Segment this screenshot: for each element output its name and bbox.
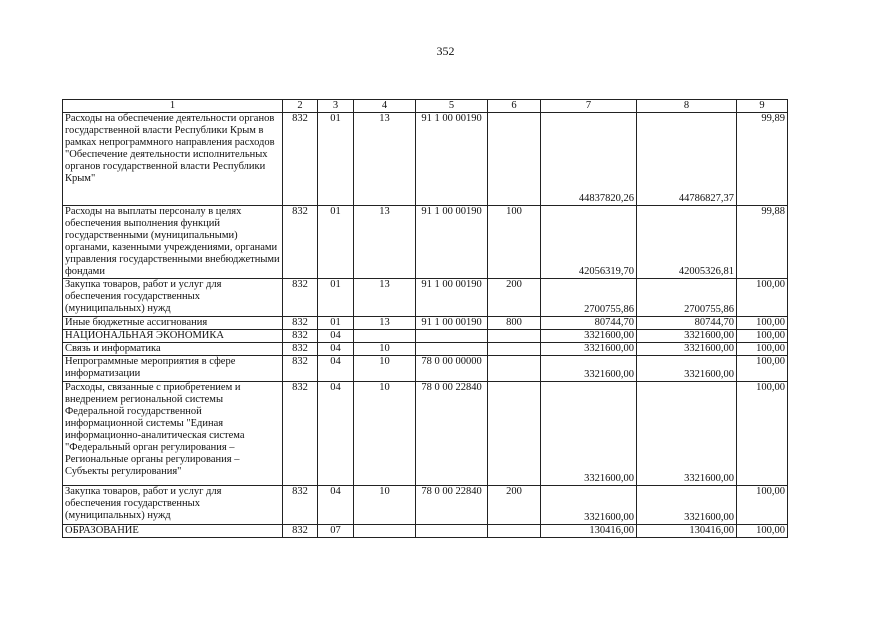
target-article-code (416, 343, 488, 356)
section-code: 01 (318, 206, 354, 279)
target-article-code (416, 525, 488, 538)
expense-type-code (488, 343, 541, 356)
target-article-code: 91 1 00 00190 (416, 279, 488, 317)
expense-name: НАЦИОНАЛЬНАЯ ЭКОНОМИКА (63, 330, 283, 343)
ministry-code: 832 (283, 382, 318, 486)
expense-type-code (488, 525, 541, 538)
subsection-code: 10 (354, 356, 416, 382)
header-cell: 9 (737, 100, 788, 113)
execution-percent: 100,00 (737, 525, 788, 538)
executed-amount: 42005326,81 (637, 206, 737, 279)
subsection-code (354, 525, 416, 538)
expense-type-code: 100 (488, 206, 541, 279)
section-code: 04 (318, 343, 354, 356)
section-code: 04 (318, 330, 354, 343)
executed-amount: 44786827,37 (637, 113, 737, 206)
expense-type-code (488, 113, 541, 206)
execution-percent: 100,00 (737, 317, 788, 330)
header-cell: 2 (283, 100, 318, 113)
expense-name: Связь и информатика (63, 343, 283, 356)
budget-table (62, 99, 788, 538)
expense-type-code (488, 330, 541, 343)
expense-name: Расходы, связанные с приобретением и внедрением региональной системы Федеральной государственной информационной системы "Единая информационно-аналитическая система "Федеральный орган регулирования – Региональные органы регулирования – Субъекты регулирования" (63, 382, 283, 486)
executed-amount: 130416,00 (637, 525, 737, 538)
expense-type-code (488, 382, 541, 486)
planned-amount: 80744,70 (541, 317, 637, 330)
ministry-code: 832 (283, 330, 318, 343)
ministry-code: 832 (283, 317, 318, 330)
section-code: 01 (318, 317, 354, 330)
subsection-code: 13 (354, 206, 416, 279)
header-cell: 3 (318, 100, 354, 113)
subsection-code: 10 (354, 382, 416, 486)
executed-amount: 2700755,86 (637, 279, 737, 317)
table-row (63, 382, 788, 486)
execution-percent: 100,00 (737, 279, 788, 317)
expense-type-code (488, 356, 541, 382)
target-article-code: 78 0 00 22840 (416, 382, 488, 486)
header-cell: 4 (354, 100, 416, 113)
table-row (63, 343, 788, 356)
expense-type-code: 200 (488, 279, 541, 317)
table-row (63, 486, 788, 525)
table-row (63, 206, 788, 279)
planned-amount: 3321600,00 (541, 486, 637, 525)
target-article-code: 78 0 00 22840 (416, 486, 488, 525)
section-code: 07 (318, 525, 354, 538)
execution-percent: 100,00 (737, 356, 788, 382)
ministry-code: 832 (283, 113, 318, 206)
expense-name: Закупка товаров, работ и услуг для обеспечения государственных (муниципальных) нужд (63, 486, 283, 525)
execution-percent: 100,00 (737, 330, 788, 343)
table-row (63, 317, 788, 330)
executed-amount: 3321600,00 (637, 486, 737, 525)
header-cell: 6 (488, 100, 541, 113)
subsection-code: 13 (354, 279, 416, 317)
table-row (63, 356, 788, 382)
executed-amount: 3321600,00 (637, 382, 737, 486)
subsection-code: 10 (354, 343, 416, 356)
target-article-code: 91 1 00 00190 (416, 206, 488, 279)
planned-amount: 130416,00 (541, 525, 637, 538)
planned-amount: 3321600,00 (541, 330, 637, 343)
expense-name: Иные бюджетные ассигнования (63, 317, 283, 330)
section-code: 04 (318, 382, 354, 486)
target-article-code (416, 330, 488, 343)
table-row (63, 113, 788, 206)
executed-amount: 3321600,00 (637, 343, 737, 356)
execution-percent: 100,00 (737, 382, 788, 486)
header-cell: 7 (541, 100, 637, 113)
executed-amount: 80744,70 (637, 317, 737, 330)
table-header-row (63, 100, 788, 113)
table-row (63, 279, 788, 317)
expense-name: Расходы на выплаты персоналу в целях обеспечения выполнения функций государственными (муниципальными) органами, казенными учреждениями, органами управления государственными внебюджетными фондами (63, 206, 283, 279)
header-cell: 5 (416, 100, 488, 113)
ministry-code: 832 (283, 486, 318, 525)
subsection-code: 13 (354, 317, 416, 330)
page-number: 352 (436, 44, 455, 58)
executed-amount: 3321600,00 (637, 356, 737, 382)
section-code: 04 (318, 486, 354, 525)
subsection-code: 10 (354, 486, 416, 525)
section-code: 01 (318, 113, 354, 206)
section-code: 04 (318, 356, 354, 382)
ministry-code: 832 (283, 343, 318, 356)
target-article-code: 91 1 00 00190 (416, 317, 488, 330)
ministry-code: 832 (283, 356, 318, 382)
execution-percent: 100,00 (737, 343, 788, 356)
planned-amount: 3321600,00 (541, 382, 637, 486)
target-article-code: 78 0 00 00000 (416, 356, 488, 382)
planned-amount: 3321600,00 (541, 343, 637, 356)
ministry-code: 832 (283, 525, 318, 538)
ministry-code: 832 (283, 279, 318, 317)
subsection-code: 13 (354, 113, 416, 206)
planned-amount: 3321600,00 (541, 356, 637, 382)
expense-name: Непрограммные мероприятия в сфере информатизации (63, 356, 283, 382)
header-cell: 8 (637, 100, 737, 113)
target-article-code: 91 1 00 00190 (416, 113, 488, 206)
header-cell: 1 (63, 100, 283, 113)
subsection-code (354, 330, 416, 343)
expense-name: ОБРАЗОВАНИЕ (63, 525, 283, 538)
planned-amount: 44837820,26 (541, 113, 637, 206)
execution-percent: 100,00 (737, 486, 788, 525)
planned-amount: 2700755,86 (541, 279, 637, 317)
planned-amount: 42056319,70 (541, 206, 637, 279)
section-code: 01 (318, 279, 354, 317)
expense-type-code: 200 (488, 486, 541, 525)
table-row (63, 525, 788, 538)
expense-name: Закупка товаров, работ и услуг для обеспечения государственных (муниципальных) нужд (63, 279, 283, 317)
ministry-code: 832 (283, 206, 318, 279)
execution-percent: 99,89 (737, 113, 788, 206)
table-row (63, 330, 788, 343)
expense-type-code: 800 (488, 317, 541, 330)
execution-percent: 99,88 (737, 206, 788, 279)
expense-name: Расходы на обеспечение деятельности органов государственной власти Республики Крым в рамках непрограммного направления расходов "Обеспечение деятельности исполнительных органов государственной власти Республики Крым" (63, 113, 283, 206)
executed-amount: 3321600,00 (637, 330, 737, 343)
